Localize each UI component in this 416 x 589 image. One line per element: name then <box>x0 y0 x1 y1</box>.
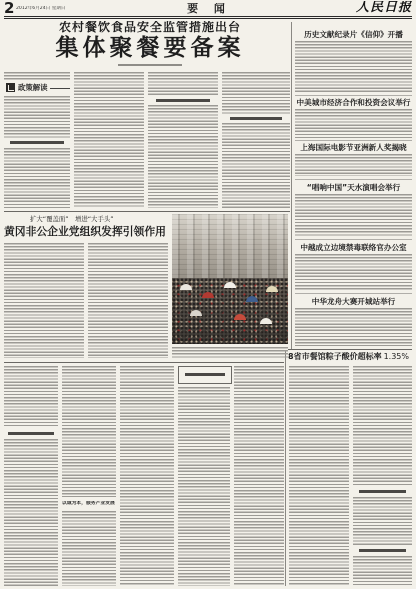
brief-body <box>295 194 412 236</box>
body-text-column <box>222 72 290 114</box>
photo-caption <box>172 347 288 359</box>
body-text-column <box>62 511 116 586</box>
photo-umbrella <box>246 296 258 302</box>
column-divider <box>291 22 292 350</box>
section-title: 要 闻 <box>187 3 231 15</box>
body-text-column <box>148 72 218 96</box>
story-divider <box>4 211 290 212</box>
column-subheading-text: 以诚为本，服务产业发展 <box>62 501 115 506</box>
news-photo <box>172 214 288 344</box>
feature-headline <box>288 352 412 362</box>
photo-umbrella <box>202 292 214 298</box>
body-text-column <box>120 366 174 586</box>
body-text-column <box>222 123 290 208</box>
body-text-column <box>88 243 168 358</box>
photo-umbrella <box>234 314 246 320</box>
column-subheading <box>359 549 406 552</box>
photo-umbrella <box>224 282 236 288</box>
brief-divider <box>295 293 412 294</box>
page-number: 2 <box>4 0 15 17</box>
brief-body <box>295 254 412 290</box>
issue-date: 2012年6月24日 星期日 <box>16 6 66 11</box>
feature-rate: 1.35% <box>383 352 409 361</box>
related-box <box>178 366 232 384</box>
body-text-column <box>289 366 349 586</box>
brief-body <box>295 109 412 138</box>
column-subheading <box>359 490 406 493</box>
body-text-column <box>353 366 412 486</box>
body-text-column <box>353 497 412 545</box>
brief-body <box>295 41 412 92</box>
body-text-column <box>4 366 58 428</box>
newspaper-logo: 人民日报 <box>355 1 412 15</box>
photo-buildings <box>172 214 288 288</box>
brief-body <box>295 308 412 346</box>
body-text-column <box>74 72 144 208</box>
policy-icon <box>6 83 15 92</box>
story-divider <box>4 362 284 363</box>
policy-section-label <box>6 82 70 93</box>
photo-umbrella <box>260 318 272 324</box>
feature-headline-text: 8省市餐馆粽子酸价超标率 <box>288 352 382 361</box>
body-text-column <box>4 96 70 138</box>
body-text-column <box>4 72 70 80</box>
body-text-column <box>234 366 284 586</box>
body-text-column <box>4 439 58 586</box>
brief-divider <box>295 95 412 96</box>
brief-headline: 上海国际电影节亚洲新人奖揭晓 <box>300 143 407 152</box>
column-subheading <box>10 141 64 144</box>
column-divider <box>285 350 286 586</box>
second-story-headline: 黄冈非公企业党组织发挥引领作用 <box>4 225 166 238</box>
brief-divider <box>288 349 412 350</box>
brief-divider <box>295 140 412 141</box>
column-subheading <box>230 117 282 120</box>
column-subheading <box>8 432 54 435</box>
body-text-column <box>62 366 116 497</box>
body-text-column <box>178 387 230 586</box>
policy-label-text: 政策解读 <box>18 83 48 92</box>
masthead-rule <box>4 16 412 19</box>
box-heading <box>185 373 225 376</box>
brief-divider <box>295 179 412 180</box>
brief-headline: 中华龙舟大赛开城站举行 <box>311 297 396 306</box>
lead-subtitle: 农村餐饮食品安全监管措施出台 <box>58 21 241 34</box>
brief-body <box>295 154 412 176</box>
photo-umbrella <box>266 286 278 292</box>
brief-headline: 历史文献纪录片《信仰》开播 <box>304 30 403 39</box>
brief-divider <box>295 239 412 240</box>
photo-umbrella <box>180 284 192 290</box>
column-subheading <box>156 99 210 102</box>
body-text-column <box>353 556 412 586</box>
lead-headline: 集体聚餐要备案 <box>55 35 245 61</box>
brief-headline: “唱响中国”天水演唱会举行 <box>306 183 401 192</box>
label-underline <box>50 88 70 89</box>
byline <box>118 64 182 66</box>
body-text-column <box>4 243 84 358</box>
body-text-column <box>148 105 218 208</box>
body-text-column <box>4 148 70 208</box>
brief-headline: 中美城市经济合作和投资会议举行 <box>296 98 411 107</box>
brief-headline: 中越成立边境禁毒联络官办公室 <box>300 243 407 252</box>
second-story-kicker: 扩大“覆盖面” 增进“大手头” <box>30 215 114 223</box>
photo-umbrella <box>190 310 202 316</box>
